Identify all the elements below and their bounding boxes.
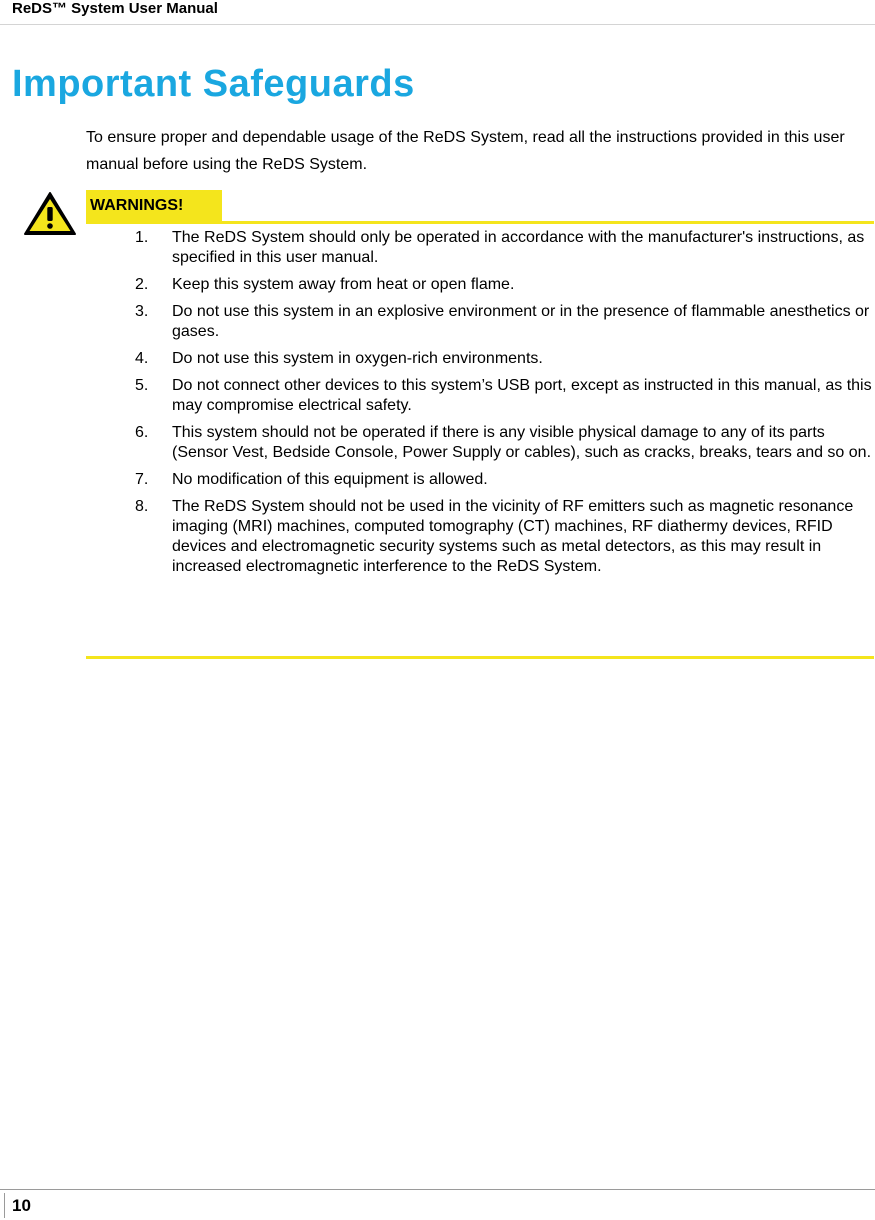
warning-item-text: This system should not be operated if there is any visible physical damage to any of its parts (Sensor Vest, Bedside Console, Power Supply or cables), such as cracks, breaks, tears and so on.: [172, 424, 872, 461]
running-header: ReDS™ System User Manual: [12, 0, 218, 17]
header-divider: [0, 24, 875, 25]
warning-item: [135, 497, 873, 577]
warning-item-text: Do not use this system in an explosive environment or in the presence of flammable anesthetics or gases.: [172, 303, 870, 340]
warning-item-text: No modification of this equipment is allowed.: [172, 471, 488, 488]
warning-item-text: The ReDS System should not be used in the vicinity of RF emitters such as magnetic resonance imaging (MRI) machines, computed tomography (CT) machines, RF diathermy devices, RFID devices and electromagnetic security systems such as metal detectors, as this may result in increased electromagnetic interference to the ReDS System.: [172, 498, 854, 575]
warning-triangle-icon: [22, 190, 78, 238]
page-title: Important Safeguards: [12, 63, 415, 105]
warning-item-text: Do not connect other devices to this system’s USB port, except as instructed in this manual, as this may compromise electrical safety.: [172, 377, 872, 414]
warning-item-number: 8.: [135, 498, 149, 515]
warning-item: [135, 349, 873, 369]
page-number: 10: [12, 1196, 31, 1215]
warning-item: [135, 376, 873, 416]
warning-item-text: The ReDS System should only be operated in accordance with the manufacturer's instructions, as specified in this user manual.: [172, 229, 865, 266]
footer-divider: [4, 1193, 5, 1218]
warnings-label: WARNINGS!: [86, 190, 222, 222]
warning-item-text: Keep this system away from heat or open flame.: [172, 276, 515, 293]
warning-item-number: 7.: [135, 471, 149, 488]
warnings-bottom-rule: [86, 656, 874, 659]
warning-item-number: 1.: [135, 229, 149, 246]
warning-item-number: 2.: [135, 276, 149, 293]
warning-item-number: 4.: [135, 350, 149, 367]
warning-item-number: 3.: [135, 303, 149, 320]
warning-item: [135, 228, 873, 268]
warning-item-number: 5.: [135, 377, 149, 394]
warning-item: [135, 470, 873, 490]
warnings-top-rule: [86, 221, 874, 224]
footer: [0, 1189, 875, 1220]
warning-item-number: 6.: [135, 424, 149, 441]
intro-paragraph: To ensure proper and dependable usage of the ReDS System, read all the instructions provided in this user manual before using the ReDS System.: [86, 129, 845, 173]
warning-item: [135, 302, 873, 342]
warning-item: [135, 423, 873, 463]
warning-item-text: Do not use this system in oxygen-rich environments.: [172, 350, 543, 367]
warning-item: [135, 275, 873, 295]
warnings-list: [135, 228, 873, 584]
